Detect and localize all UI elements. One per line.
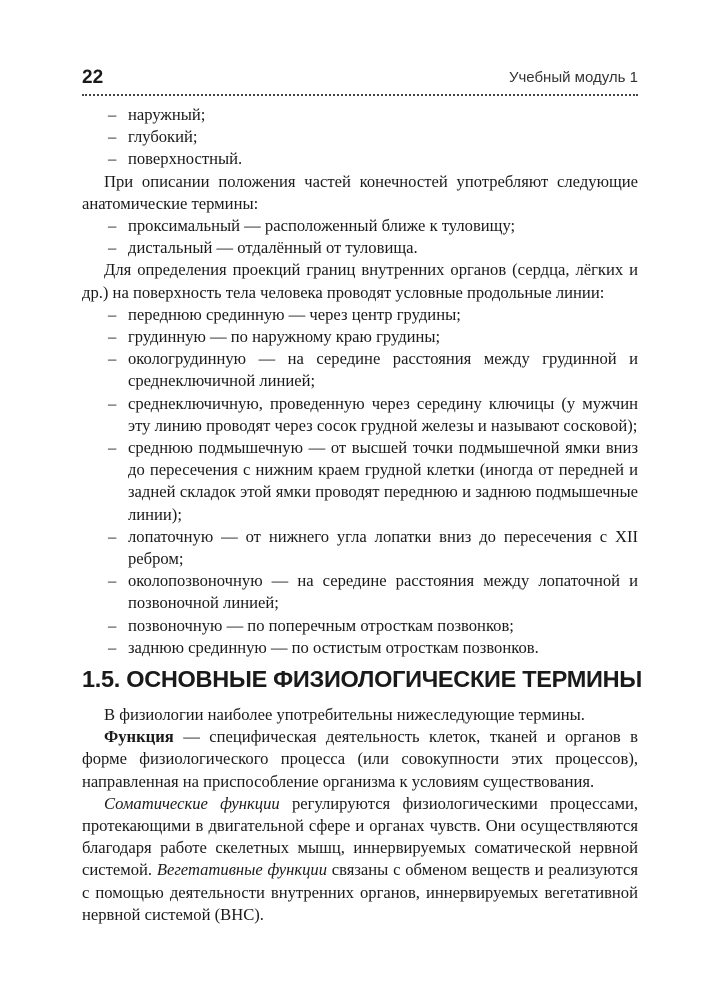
list-item: – наружный;: [82, 104, 638, 126]
list-item: – окологрудинную — на середине расстояния между грудинной и среднеключичной линией;: [82, 348, 638, 392]
list-item: – глубокий;: [82, 126, 638, 148]
section-title: 1.5. ОСНОВНЫЕ ФИЗИОЛОГИЧЕСКИЕ ТЕРМИНЫ: [82, 666, 642, 692]
term-somatic: Соматические функции: [104, 793, 280, 813]
paragraph-somatic: [82, 793, 638, 926]
list-item: – среднюю подмышечную — от высшей точки подмышечной ямки вниз до пересечения с нижним краем грудной клетки (иногда от передней и задней складок этой ямки проводят переднюю и заднюю подмышечные линии);: [82, 437, 638, 526]
list-item: – проксимальный — расположенный ближе к туловищу;: [82, 215, 638, 237]
list-item: – грудинную — по наружному краю грудины;: [82, 326, 638, 348]
vegetative-definition: связаны с обменом веществ и реализуются с помощью деятельности внутренних органов, иннервируемых вегетативной нервной системой (ВНС).: [82, 860, 638, 924]
term-function: Функция: [104, 727, 174, 747]
somatic-definition: регулируются физиологическими процессами, протекающими в двигательной сфере и органах чувств. Они осуществляются благодаря работе скелетных мышц, иннервируемых соматической нервной системой.: [82, 793, 639, 880]
list-item: – позвоночную — по поперечным отросткам позвонков;: [82, 615, 638, 637]
page-header: [82, 66, 638, 96]
paragraph-lines: Для определения проекций границ внутренних органов (сердца, лёгких и др.) на поверхность тела человека проводят условные продольные линии:: [82, 260, 638, 302]
body-text: [82, 104, 638, 659]
list-body-lines: [82, 304, 638, 659]
running-title: Учебный модуль 1: [508, 69, 638, 86]
list-item: – околопозвоночную — на середине расстояния между лопаточной и позвоночной линией;: [82, 570, 638, 614]
list-item: – дистальный — отдалённый от туловища.: [82, 237, 638, 259]
list-item: – поверхностный.: [82, 148, 638, 170]
paragraph-limbs: При описании положения частей конечностей употребляют следующие анатомические термины:: [82, 171, 638, 213]
function-definition: — специфическая деятельность клеток, тканей и органов в форме физиологического процесса (или совокупности этих процессов), направленная на приспособление организма к условиям существования.: [82, 727, 638, 791]
section-body: [82, 704, 638, 926]
page-number: 22: [82, 67, 104, 88]
list-item: – лопаточную — от нижнего угла лопатки вниз до пересечения с XII ребром;: [82, 526, 638, 570]
list-anatomical-depth: [82, 104, 638, 171]
list-item: – среднеключичную, проведенную через середину ключицы (у мужчин эту линию проводят через сосок грудной железы и называют сосковой);: [82, 393, 638, 437]
list-item: – заднюю срединную — по остистым отросткам позвонков.: [82, 637, 638, 659]
list-item: – переднюю срединную — через центр грудины;: [82, 304, 638, 326]
paragraph-intro: В физиологии наиболее употребительны нижеследующие термины.: [104, 705, 585, 724]
term-vegetative: Вегетативные функции: [156, 860, 327, 880]
paragraph-function: [82, 726, 638, 793]
list-limb-terms: [82, 215, 638, 259]
